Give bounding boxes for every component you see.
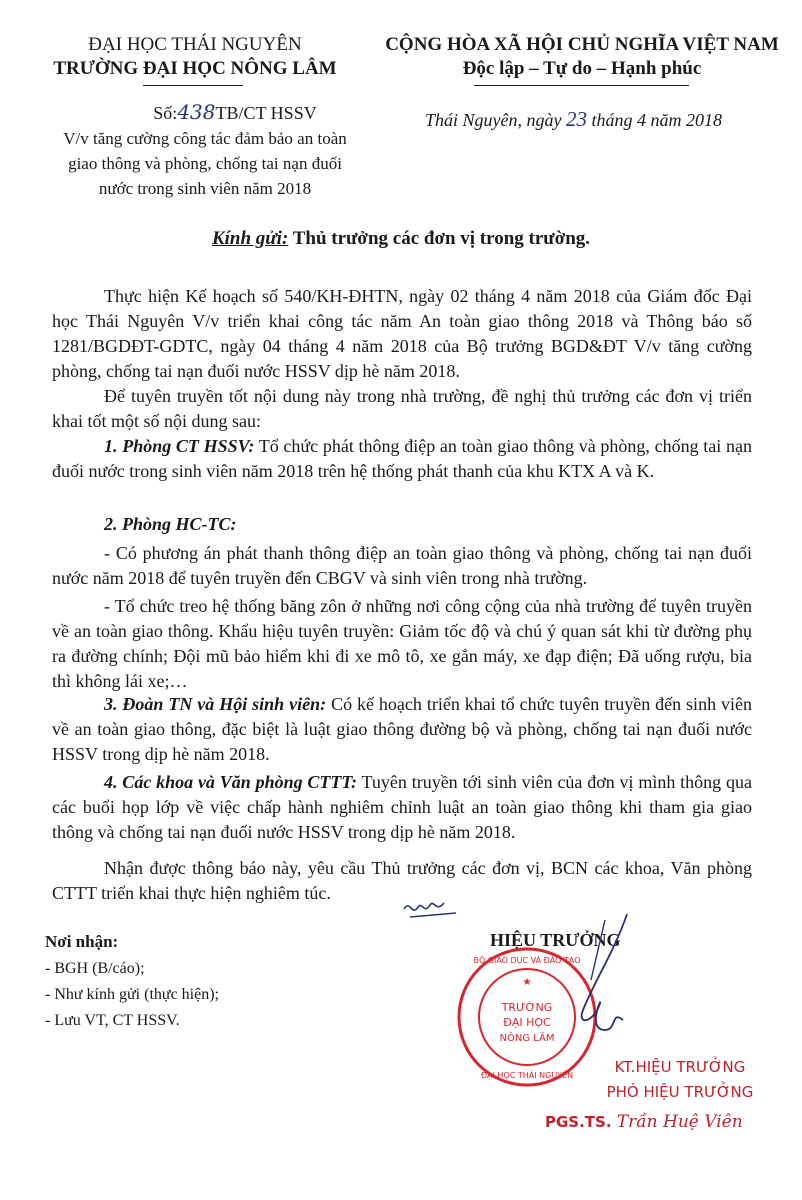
item-1 bbox=[52, 434, 752, 484]
date-line bbox=[425, 107, 785, 132]
addressee bbox=[0, 228, 802, 250]
svg-text:TRƯỜNG: TRƯỜNG bbox=[501, 1001, 553, 1014]
document-subject: V/v tăng cường công tác đảm bảo an toàn giao thông và phòng, chống tai nạn đuối nước trong sinh viên năm 2018 bbox=[63, 129, 347, 198]
item-3-label: 3. Đoàn TN và Hội sinh viên: bbox=[104, 694, 327, 714]
item-4 bbox=[52, 770, 752, 845]
svg-text:ĐẠI HỌC: ĐẠI HỌC bbox=[503, 1016, 551, 1029]
initial-signature bbox=[400, 893, 460, 923]
svg-text:BỘ GIÁO DỤC VÀ ĐÀO TẠO: BỘ GIÁO DỤC VÀ ĐÀO TẠO bbox=[473, 956, 581, 965]
item-3 bbox=[52, 692, 752, 767]
deputy-title: PHÓ HIỆU TRƯỞNG bbox=[606, 1083, 754, 1101]
kt-title: KT.HIỆU TRƯỞNG bbox=[614, 1058, 746, 1076]
document-number bbox=[110, 100, 360, 124]
date-day-handwritten: 23 bbox=[566, 107, 587, 131]
item-1-text: Tổ chức phát thông điệp an toàn giao thông và phòng, chống tai nạn đuối nước trong sinh viên năm 2018 trên hệ thống phát thanh của khu KTX A và K. bbox=[52, 436, 752, 481]
paragraph-final: Nhận được thông báo này, yêu cầu Thủ trưởng các đơn vị, BCN các khoa, Văn phòng CTTT triển khai thực hiện nghiêm túc. bbox=[52, 858, 752, 903]
nation-title: CỘNG HÒA XÃ HỘI CHỦ NGHĨA VIỆT NAM bbox=[385, 34, 779, 55]
handwritten-signature bbox=[565, 910, 645, 1060]
date-suffix: tháng 4 năm 2018 bbox=[591, 110, 722, 130]
item-1-label: 1. Phòng CT HSSV: bbox=[104, 436, 255, 456]
item-2-label: 2. Phòng HC-TC: bbox=[104, 514, 237, 534]
nation-motto: Độc lập – Tự do – Hạnh phúc bbox=[462, 58, 702, 79]
motto-underline bbox=[474, 85, 689, 86]
svg-text:★: ★ bbox=[522, 977, 532, 988]
svg-text:NÔNG LÂM: NÔNG LÂM bbox=[499, 1033, 555, 1044]
signer-name bbox=[545, 1112, 795, 1132]
recipient-item: - Lưu VT, CT HSSV. bbox=[45, 1012, 180, 1029]
doc-no-prefix: Số: bbox=[153, 103, 178, 123]
item-4-text: Tuyên truyền tới sinh viên của đơn vị mình thông qua các buổi họp lớp về việc chấp hành nghiêm chỉnh luật an toàn giao thông khi tham gia giao thông và chống tai nạn đuối nước HSSV trong dịp hè năm 2018. bbox=[52, 772, 752, 842]
item-4-label: 4. Các khoa và Văn phòng CTTT: bbox=[104, 772, 358, 792]
signer-degree: PGS.TS. bbox=[545, 1113, 612, 1131]
doc-no-handwritten: 438 bbox=[177, 100, 216, 124]
recipient-item: - BGH (B/cáo); bbox=[45, 960, 145, 977]
org-underline bbox=[143, 85, 243, 86]
recipient-item: - Như kính gửi (thực hiện); bbox=[45, 986, 219, 1003]
org-parent: ĐẠI HỌC THÁI NGUYÊN bbox=[88, 34, 302, 55]
item-2-label-line bbox=[52, 512, 752, 537]
doc-no-suffix: TB/CT HSSV bbox=[215, 103, 317, 123]
date-prefix: Thái Nguyên, ngày bbox=[425, 110, 562, 130]
paragraph-1: Thực hiện Kế hoạch số 540/KH-ĐHTN, ngày 02 tháng 4 năm 2018 của Giám đốc Đại học Thái Nguyên V/v triển khai công tác năm An toàn giao thông 2018 và Thông báo số 1281/BGDĐT-GDTC, ngày 04 tháng 4 năm 2018 của Bộ trưởng BGD&ĐT V/v tăng cường phòng, chống tai nạn đuối nước HSSV dịp hè năm 2018. bbox=[52, 286, 752, 381]
svg-text:ĐẠI HỌC THÁI NGUYÊN: ĐẠI HỌC THÁI NGUYÊN bbox=[480, 1071, 574, 1080]
addressee-label: Kính gửi: bbox=[211, 228, 289, 249]
org-name: TRƯỜNG ĐẠI HỌC NÔNG LÂM bbox=[53, 58, 337, 79]
signature-title: HIỆU TRƯỞNG bbox=[490, 930, 621, 950]
item-3-text: Có kế hoạch triển khai tổ chức tuyên truyền đến sinh viên về an toàn giao thông, đặc biệt là luật giao thông đường bộ và phòng, chống tai nạn đuối nước HSSV trong dịp hè năm 2018. bbox=[52, 694, 752, 764]
signer-fullname: Trần Huệ Viên bbox=[616, 1112, 743, 1132]
item-2-a: - Có phương án phát thanh thông điệp an toàn giao thông và phòng, chống tai nạn đuối nước năm 2018 để tuyên truyền đến CBGV và sinh viên trong nhà trường. bbox=[52, 543, 752, 588]
paragraph-2: Để tuyên truyền tốt nội dung này trong nhà trường, đề nghị thủ trưởng các đơn vị triển khai tốt một số nội dung sau: bbox=[52, 386, 752, 431]
recipients-title: Nơi nhận: bbox=[45, 932, 119, 951]
addressee-text: Thủ trưởng các đơn vị trong trường. bbox=[292, 228, 591, 249]
item-2-b: - Tổ chức treo hệ thống băng zôn ở những nơi công cộng của nhà trường để tuyên truyền về an toàn giao thông. Khẩu hiệu tuyên truyền: Giảm tốc độ và chú ý quan sát khi từ đường phụ ra đường chính; Đội mũ bảo hiểm khi đi xe mô tô, xe gắn máy, xe đạp điện; Đã uống rượu, bia thì không lái xe;… bbox=[52, 596, 752, 691]
